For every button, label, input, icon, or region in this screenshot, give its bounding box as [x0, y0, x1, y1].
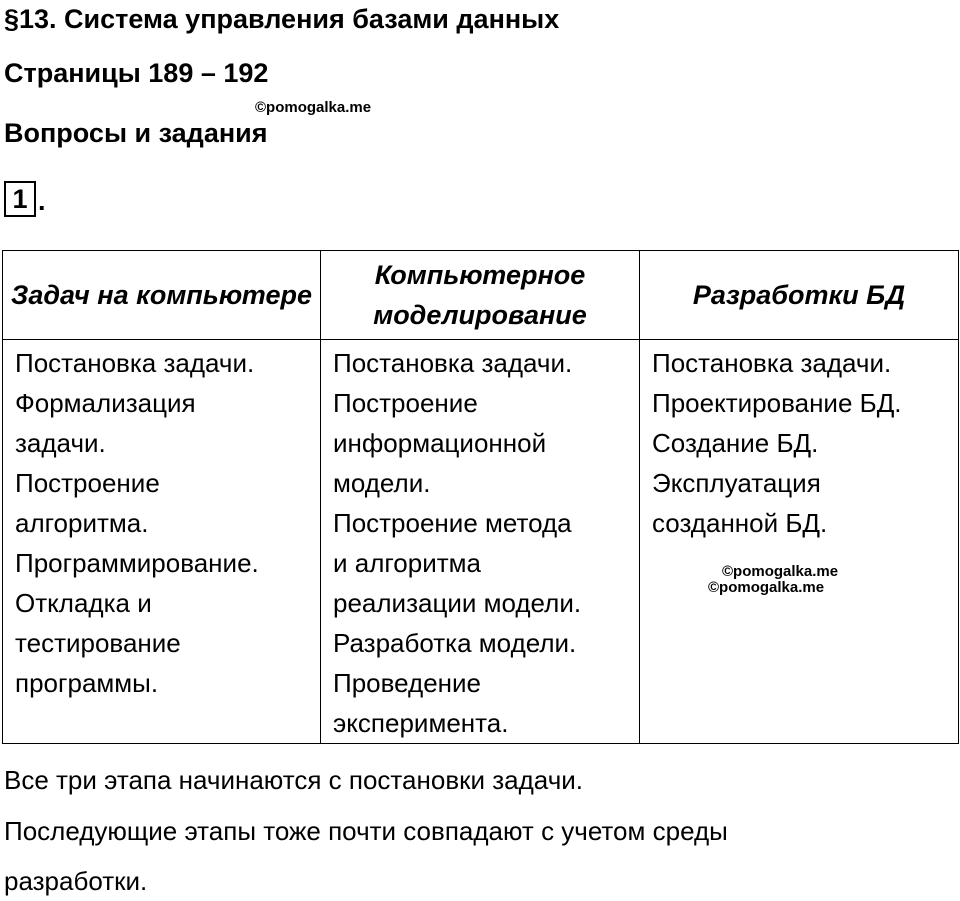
pages-heading: Страницы 189 – 192 — [4, 58, 269, 88]
watermark: ©pomogalka.me — [722, 563, 839, 580]
list-item: Формализация — [15, 388, 196, 418]
list-item: тестирование — [15, 628, 181, 658]
list-item: и алгоритма — [333, 548, 481, 578]
list-item: модели. — [333, 468, 431, 498]
watermark: ©pomogalka.me — [255, 99, 372, 116]
list-item: Построение — [333, 388, 478, 418]
list-item: реализации модели. — [333, 588, 582, 618]
list-item: эксперимента. — [333, 708, 509, 738]
header-line: моделирование — [373, 300, 587, 330]
list-item: Эксплуатация — [652, 468, 821, 498]
column-header-computer-modeling — [321, 251, 640, 340]
list-item: Разработка модели. — [333, 628, 577, 658]
list-item: Программирование. — [15, 548, 259, 578]
task-number — [4, 181, 46, 217]
header-line: Задач на — [11, 280, 129, 310]
table-row — [3, 340, 959, 744]
list-item: Построение — [15, 468, 160, 498]
list-item: программы. — [15, 668, 159, 698]
watermark: ©pomogalka.me — [708, 579, 825, 596]
list-item: Создание БД. — [652, 428, 819, 458]
list-item: Постановка задачи. — [652, 348, 892, 378]
list-item: информационной — [333, 428, 547, 458]
cell-db-development — [640, 340, 959, 744]
answer-line: Все три этапа начинаются с постановки задачи. — [4, 765, 583, 795]
list-item: Построение метода — [333, 508, 572, 538]
answer-line: разработки. — [4, 866, 148, 896]
answer-line: Последующие этапы тоже почти совпадают с учетом среды — [4, 816, 728, 846]
list-item: Проектирование БД. — [652, 388, 902, 418]
table-header-row — [3, 251, 959, 340]
list-item: созданной БД. — [652, 508, 828, 538]
stages-table — [2, 250, 959, 744]
cell-computer-tasks — [3, 340, 321, 744]
task-number-dot: . — [38, 186, 46, 216]
header-line: Компьютерное — [374, 260, 586, 290]
column-header-db-development — [640, 251, 959, 340]
task-number-box: 1 — [4, 181, 36, 217]
list-item: Откладка и — [15, 588, 152, 618]
section-heading: Вопросы и задания — [4, 118, 268, 148]
column-header-computer-tasks — [3, 251, 321, 340]
header-line: Разработки БД — [692, 280, 906, 310]
list-item: алгоритма. — [15, 508, 149, 538]
page-title: §13. Система управления базами данных — [4, 4, 560, 34]
list-item: задачи. — [15, 428, 106, 458]
list-item: Проведение — [333, 668, 481, 698]
list-item: Постановка задачи. — [333, 348, 573, 378]
header-line: компьютере — [136, 280, 312, 310]
cell-computer-modeling — [321, 340, 640, 744]
list-item: Постановка задачи. — [15, 348, 255, 378]
